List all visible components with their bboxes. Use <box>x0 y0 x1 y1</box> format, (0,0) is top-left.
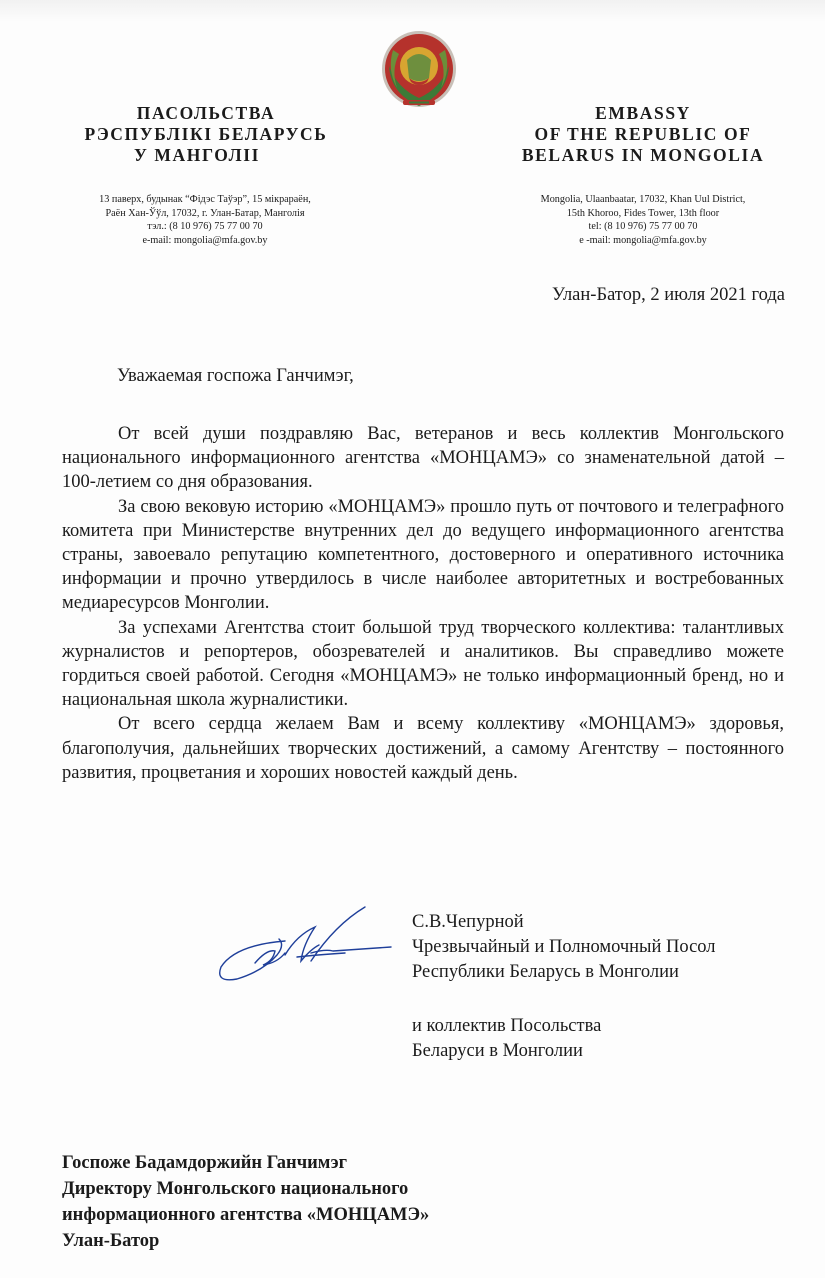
header-line: EMBASSY <box>595 103 691 123</box>
paragraph: От всей души поздравляю Вас, ветеранов и весь коллектив Монгольского национального информационного агентства «МОНЦАМЭ» со знаменательной датой – 100-летием со дня образования. <box>62 424 784 493</box>
signer-name: С.В.Чепурной <box>412 912 524 932</box>
addressee-line: Улан-Батор <box>62 1231 160 1251</box>
paragraph: За свою вековую историю «МОНЦАМЭ» прошло путь от почтового и телеграфного комитета при Министерстве внутренних дел до ведущего информационного агентства страны, завоевало репутацию компетентного, достоверного и оперативного источника информации и прочно утвердилось в числе наиболее авторитетных и востребованных медиаресурсов Монголии. <box>62 496 784 614</box>
address-line: Mongolia, Ulaanbaatar, 17032, Khan Uul District, <box>540 194 746 205</box>
addressee-line: Госпоже Бадамдоржийн Ганчимэг <box>62 1153 348 1173</box>
letter-date: Улан-Батор, 2 июля 2021 года <box>551 285 785 305</box>
handwritten-signature <box>215 905 400 995</box>
salutation: Уважаемая госпожа Ганчимэг, <box>117 366 354 386</box>
address-line: Раён Хан-Ўўл, 17032, г. Улан-Батар, Манголія <box>105 207 305 219</box>
embassy-header-en <box>488 103 798 166</box>
paragraph: За успехами Агентства стоит большой труд творческого коллектива: талантливых журналистов и репортеров, обозревателей и аналитиков. Вы справедливо можете гордиться своей работой. Сегодня «МОНЦАМЭ» не только информационный бренд, но и национальная школа журналистики. <box>62 617 784 711</box>
signature-block <box>412 910 716 1064</box>
addressee-block <box>62 1150 429 1254</box>
addressee-line: Директору Монгольского национального <box>62 1179 409 1199</box>
signer-title: Чрезвычайный и Полномочный Посол <box>412 937 716 957</box>
address-line: e -mail: mongolia@mfa.gov.by <box>579 234 707 246</box>
header-line: BELARUS IN MONGOLIA <box>521 145 765 165</box>
address-line: тэл.: (8 10 976) 75 77 00 70 <box>147 221 263 232</box>
address-line: tel: (8 10 976) 75 77 00 70 <box>588 221 698 232</box>
scan-edge <box>0 0 825 22</box>
header-line: У МАНГОЛІІ <box>133 145 261 165</box>
address-line: 13 паверх, будынак “Фідэс Таўэр”, 15 мікрараён, <box>99 194 311 205</box>
address-line: e-mail: mongolia@mfa.gov.by <box>142 234 268 246</box>
letter-body <box>62 422 784 785</box>
embassy-address-en <box>478 193 808 247</box>
embassy-header-by <box>50 103 362 166</box>
header-line: OF THE REPUBLIC OF <box>534 124 752 144</box>
belarus-coat-of-arms-icon <box>379 26 459 110</box>
signer-title: Республики Беларусь в Монголии <box>412 962 679 982</box>
embassy-address-by <box>40 193 370 247</box>
signer-collective: Беларуси в Монголии <box>412 1041 583 1061</box>
address-line: 15th Khoroo, Fides Tower, 13th floor <box>566 207 720 219</box>
addressee-line: информационного агентства «МОНЦАМЭ» <box>62 1205 430 1225</box>
header-line: РЭСПУБЛІКІ БЕЛАРУСЬ <box>84 124 328 144</box>
header-line: ПАСОЛЬСТВА <box>136 103 276 123</box>
signer-collective: и коллектив Посольства <box>412 1016 602 1036</box>
paragraph: От всего сердца желаем Вам и всему коллективу «МОНЦАМЭ» здоровья, благополучия, дальнейших творческих достижений, а самому Агентству – постоянного развития, процветания и хороших новостей каждый день. <box>62 714 784 783</box>
